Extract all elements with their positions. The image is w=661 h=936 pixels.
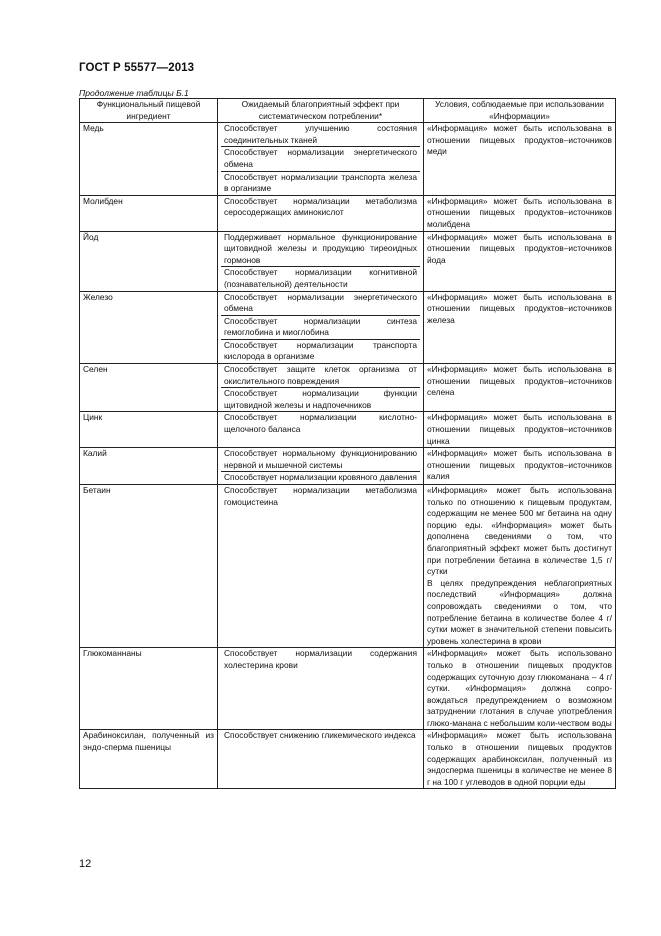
effect-item: Способствует нормализации функции щитовидной железы и надпочечников [221,387,420,411]
effect-cell [218,412,424,448]
effect-item: Способствует нормализации синтеза гемоглобина и миоглобина [221,315,420,339]
effect-cell [218,291,424,364]
effect-item: Способствует нормализации транспорта железа в организме [221,171,420,195]
ingredient-cell: Йод [80,231,218,291]
conditions-cell [424,412,616,448]
ingredient-cell: Глюкоманнаны [80,648,218,730]
table-row [80,730,616,789]
effect-item: Способствует нормализации метаболизма гомоцистеина [224,485,417,507]
condition-paragraph: «Информация» может быть использована в отношении пищевых продуктов–источников железа [427,291,612,325]
table-row [80,448,616,485]
ingredient-cell: Бетаин [80,485,218,648]
condition-paragraph: В целях предупреждения неблагоприятных последствий «Информация» должна сопровождать сведениями о том, что потребление бетаина в количестве более 4 г/сутки может в значительной степени повысить уровень холестерина в крови [427,577,612,646]
effect-cell [218,730,424,789]
condition-paragraph: «Информация» может быть использована в отношении пищевых продуктов–источников меди [427,123,612,157]
ingredient-cell: Цинк [80,412,218,448]
conditions-cell [424,648,616,730]
conditions-cell [424,485,616,648]
effect-cell [218,648,424,730]
effect-item: Способствует нормализации кислотно-щелочного баланса [224,412,417,435]
conditions-cell [424,364,616,412]
effect-item: Способствует защите клеток организма от окислительного повреждения [224,364,417,386]
effect-item: Способствует улучшению состояния соединительных тканей [224,123,417,145]
page-number: 12 [79,858,92,870]
column-header-conditions: Условия, соблюдаемые при использовании «Информации» [424,99,616,123]
effect-item: Способствует нормализации энергетического обмена [221,146,420,170]
ingredient-cell: Молибден [80,195,218,231]
conditions-cell [424,195,616,231]
ingredient-cell: Калий [80,448,218,485]
ingredient-cell: Арабиноксилан, полученный из эндо-сперма пшеницы [80,730,218,789]
effect-item: Способствует нормализации содержания холестерина крови [224,648,417,670]
conditions-cell [424,448,616,485]
effect-cell [218,485,424,648]
condition-paragraph: «Информация» может быть использована в отношении пищевых продуктов–источников цинка [427,412,612,446]
condition-paragraph: «Информация» может быть использована в отношении пищевых продуктов–источников молибдена [427,195,612,229]
condition-paragraph: «Информация» может быть использована в отношении пищевых продуктов–источников йода [427,231,612,265]
effect-cell [218,364,424,412]
table-body [80,123,616,789]
conditions-cell [424,291,616,364]
condition-paragraph: «Информация» может быть использована в отношении пищевых продуктов–источников калия [427,448,612,482]
table-row [80,195,616,231]
ingredients-table [79,98,616,789]
effect-cell [218,195,424,231]
condition-paragraph: «Информация» может быть использована в отношении пищевых продуктов–источников селена [427,364,612,398]
effect-item: Способствует нормализации транспорта кислорода в организме [221,339,420,363]
ingredient-cell: Селен [80,364,218,412]
conditions-cell [424,730,616,789]
effect-cell [218,123,424,196]
table-row [80,485,616,648]
table-row [80,291,616,364]
table-row [80,231,616,291]
column-header-ingredient: Функциональный пищевой ингредиент [80,99,218,123]
effect-item: Способствует нормализации энергетического обмена [224,291,417,314]
effect-item: Способствует нормальному функционированию нервной и мышечной системы [224,448,417,470]
ingredient-cell: Железо [80,291,218,364]
conditions-cell [424,231,616,291]
effect-item: Способствует снижению гликемического индекса [224,730,416,741]
effect-item: Способствует нормализации кровяного давления [221,471,420,484]
table-continuation-caption: Продолжение таблицы Б.1 [79,88,189,98]
column-header-effect: Ожидаемый благоприятный эффект при систематическом потреблении* [218,99,424,123]
effect-item: Способствует нормализации метаболизма серосодержащих аминокислот [224,195,417,218]
table-row [80,364,616,412]
table-row [80,412,616,448]
condition-paragraph: «Информация» может быть использована только по отношению к пищевым продуктам, содержащим не менее 500 мг бетаина на одну порцию еды. «Информация» может быть дополнена сведениями о том, что благоприятный эффект может быть достигнут при потреблении бетаина в количестве 1,5 г/сутки [427,485,612,577]
condition-paragraph: «Информация» может быть использовано только в отношении пищевых продуктов содержащих суточную дозу глюкоманана – 4 г/сутки. «Информация» должна сопро-вождаться предупреждением о возможном затруднении глотания в случае употребления глюко-манана с небольшим коли-чеством воды [427,648,612,728]
table-row [80,648,616,730]
ingredient-cell: Медь [80,123,218,196]
document-code: ГОСТ Р 55577—2013 [79,62,195,74]
conditions-cell [424,123,616,196]
effect-item: Поддерживает нормальное функционирование щитовидной железы и продукцию тиреоидных гормонов [224,231,417,265]
effect-cell [218,231,424,291]
table-header-row [80,99,616,123]
table-row [80,123,616,196]
effect-item: Способствует нормализации когнитивной (познавательной) деятельности [221,266,420,290]
effect-cell [218,448,424,485]
condition-paragraph: «Информация» может быть использована только в отношении пищевых продуктов содержащих арабиноксилан, полученный из эндосперма пшеницы в количестве не менее 8 г на 100 г углеводов в одной порции еды [427,730,612,787]
